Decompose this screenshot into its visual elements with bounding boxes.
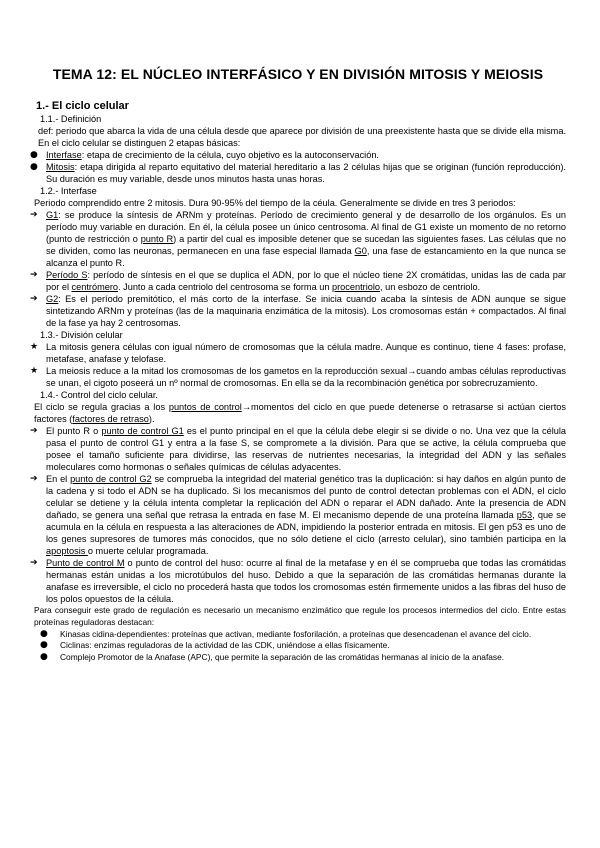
arrow-right-icon: ➔ [30, 294, 38, 304]
bullet-dot-icon: ● [30, 162, 38, 172]
definition-paragraph: def: periodo que abarca la vida de una célula desde que aparece por división de una preexistente hasta que se divide ella misma. En el ciclo celular se distinguen 2 etapas básicas: [38, 126, 566, 148]
star-item-meiosis: ★ La meiosis reduce a la mitad los cromosomas de los gametos en la reproducción sexual→cuando ambas células reproductivas se unan, el cigoto poseerá un nº normal de cromosomas. En ella se da la recombinación genética por sobrecruzamiento. [30, 366, 566, 388]
arrow-right-icon: ➔ [30, 210, 38, 220]
arrow-right-icon: ➔ [30, 270, 38, 280]
bullet-kinasas: ● Kinasas cidina-dependientes: proteínas que activan, mediante fosforilación, a proteínas que desencadenan el avance del ciclo. [40, 628, 532, 639]
interfase-intro: Periodo comprendido entre 2 mitosis. Dura 90-95% del tiempo de la céula. Generalmente se divide en tres 3 periodos: [34, 198, 516, 208]
subheading-definicion: 1.1.- Definición [40, 114, 102, 124]
subheading-division-celular: 1.3.- División celular [40, 330, 123, 340]
arrow-item-g2: ➔ G2: Es el período premitótico, el más corto de la interfase. Se inicia cuando acaba la síntesis de ADN aunque se sigue sintetizando ARNm y proteínas (las de la maquinaria enzimática de la mitosis). Los cromosomas están + compactados. Al final de la fase ya hay 2 centrosomas. [30, 294, 566, 328]
bullet-apc: ● Complejo Promotor de la Anafase (APC), que permite la separación de las cromátidas hermanas al inicio de la anafase. [40, 652, 505, 663]
arrow-item-punto-m: ➔ Punto de control M o punto de control del huso: ocurre al final de la metafase y en él se comprueba que todas las cromátidas hermanas están unidas a los microtúbulos del huso. Debido a que la separación de las cromátidas hermanas durante la anafase es irreversible, el ciclo no procederá hasta que todos los cromosomas estén firmemente unidos a las fibras del huso de los polos opuestos de la célula. [30, 558, 566, 604]
control-intro: El ciclo se regula gracias a los puntos de control→momentos del ciclo en que puede detenerse o retrasarse si actúan ciertos factores (factores de retraso). [34, 402, 566, 424]
bullet-mitosis: ● Mitosis: etapa dirigida al reparto equitativo del material hereditario a las 2 células hijas que se originan (función reproducción). Su duración es muy variable, desde unos minutos hasta unas horas. [30, 162, 566, 184]
star-icon: ★ [30, 342, 39, 352]
bullet-dot-icon: ● [40, 640, 48, 651]
arrow-item-periodo-s: ➔ Período S: período de síntesis en el que se duplica el ADN, por lo que el núcleo tiene 2X cromátidas, unidas las de cada par por el centrómero. Junto a cada centriolo del centrosoma se forma un procentriolo, un esbozo de centriolo. [30, 270, 566, 292]
arrow-item-punto-g2: ➔ En el punto de control G2 se comprueba la integridad del material genético tras la duplicación: si hay daños en algún punto de la cadena y si todo el ADN se ha duplicado. Si los mecanismos del punto de control detectan problemas con el ADN, el ciclo celular se detiene y la célula intenta completar la replicación del ADN o reparar el ADN dañado. Ante la presencia de ADN dañado, se genera una señal que retrasa la entrada en fase M. El mecanismo depende de una proteína llamada p53, que se acumula en la célula en respuesta a las alteraciones de ADN, impidiendo la posterior entrada en mitosis. El gen p53 es uno de los genes supresores de tumores más conocidos, que no sólo detiene el ciclo (arresto celular), sino también participa en la apoptosis o muerte celular programada. [30, 474, 566, 556]
section-heading-ciclo-celular: 1.- El ciclo celular [36, 100, 129, 112]
page-title: TEMA 12: EL NÚCLEO INTERFÁSICO Y EN DIVISIÓN MITOSIS Y MEIOSIS [52, 66, 544, 82]
regulation-intro: Para conseguir este grado de regulación es necesario un mecanismo enzimático que regule los procesos intermedios del ciclo. Entre estas proteínas reguladoras destacan: [34, 605, 566, 627]
arrow-item-punto-r: ➔ El punto R o punto de control G1 es el punto principal en el que la célula debe elegir si se divide o no. Una vez que la célula pasa el punto de control G1 y entra a la fase S, se compromete a la división. Para que se active, la célula comprueba que posee el tamaño suficiente para dividirse, las reservas de nutrientes necesarias, la integridad del ADN y las señales moleculares como hormonas o señales químicas de células adyacentes. [30, 426, 566, 472]
bullet-dot-icon: ● [30, 150, 38, 160]
arrow-right-icon: ➔ [30, 474, 38, 484]
arrow-right-icon: ➔ [30, 426, 38, 436]
arrow-right-icon: ➔ [30, 558, 38, 568]
star-item-mitosis: ★ La mitosis genera células con igual número de cromosomas que la célula madre. Aunque es continuo, tiene 4 fases: profase, metafase, anafase y telofase. [30, 342, 566, 364]
subheading-interfase: 1.2.- Interfase [40, 186, 97, 196]
bullet-dot-icon: ● [40, 628, 48, 639]
bullet-interfase: ● Interfase: etapa de crecimiento de la célula, cuyo objetivo es la autoconservación. [30, 150, 379, 160]
bullet-ciclinas: ● Ciclinas: enzimas reguladoras de la actividad de las CDK, uniéndose a ellas físicamente. [40, 640, 390, 651]
bullet-dot-icon: ● [40, 652, 48, 663]
star-icon: ★ [30, 366, 39, 376]
arrow-item-g1: ➔ G1: se produce la síntesis de ARNm y proteínas. Período de crecimiento general y de desarrollo de los orgánulos. Es un período muy variable en duración. En él, la célula posee un único centrosoma. Al final de G1 existe un momento de no retorno (punto de restricción o punto R) a partir del cual es imposible detener que se sucedan las siguientes fases. Las células que no se dividen, como las neuronas, permanecen en una fase especial llamada G0, una fase de estancamiento en la que nunca se alcanza el punto R. [30, 210, 566, 268]
subheading-control-ciclo: 1.4.- Control del ciclo celular. [40, 390, 158, 400]
